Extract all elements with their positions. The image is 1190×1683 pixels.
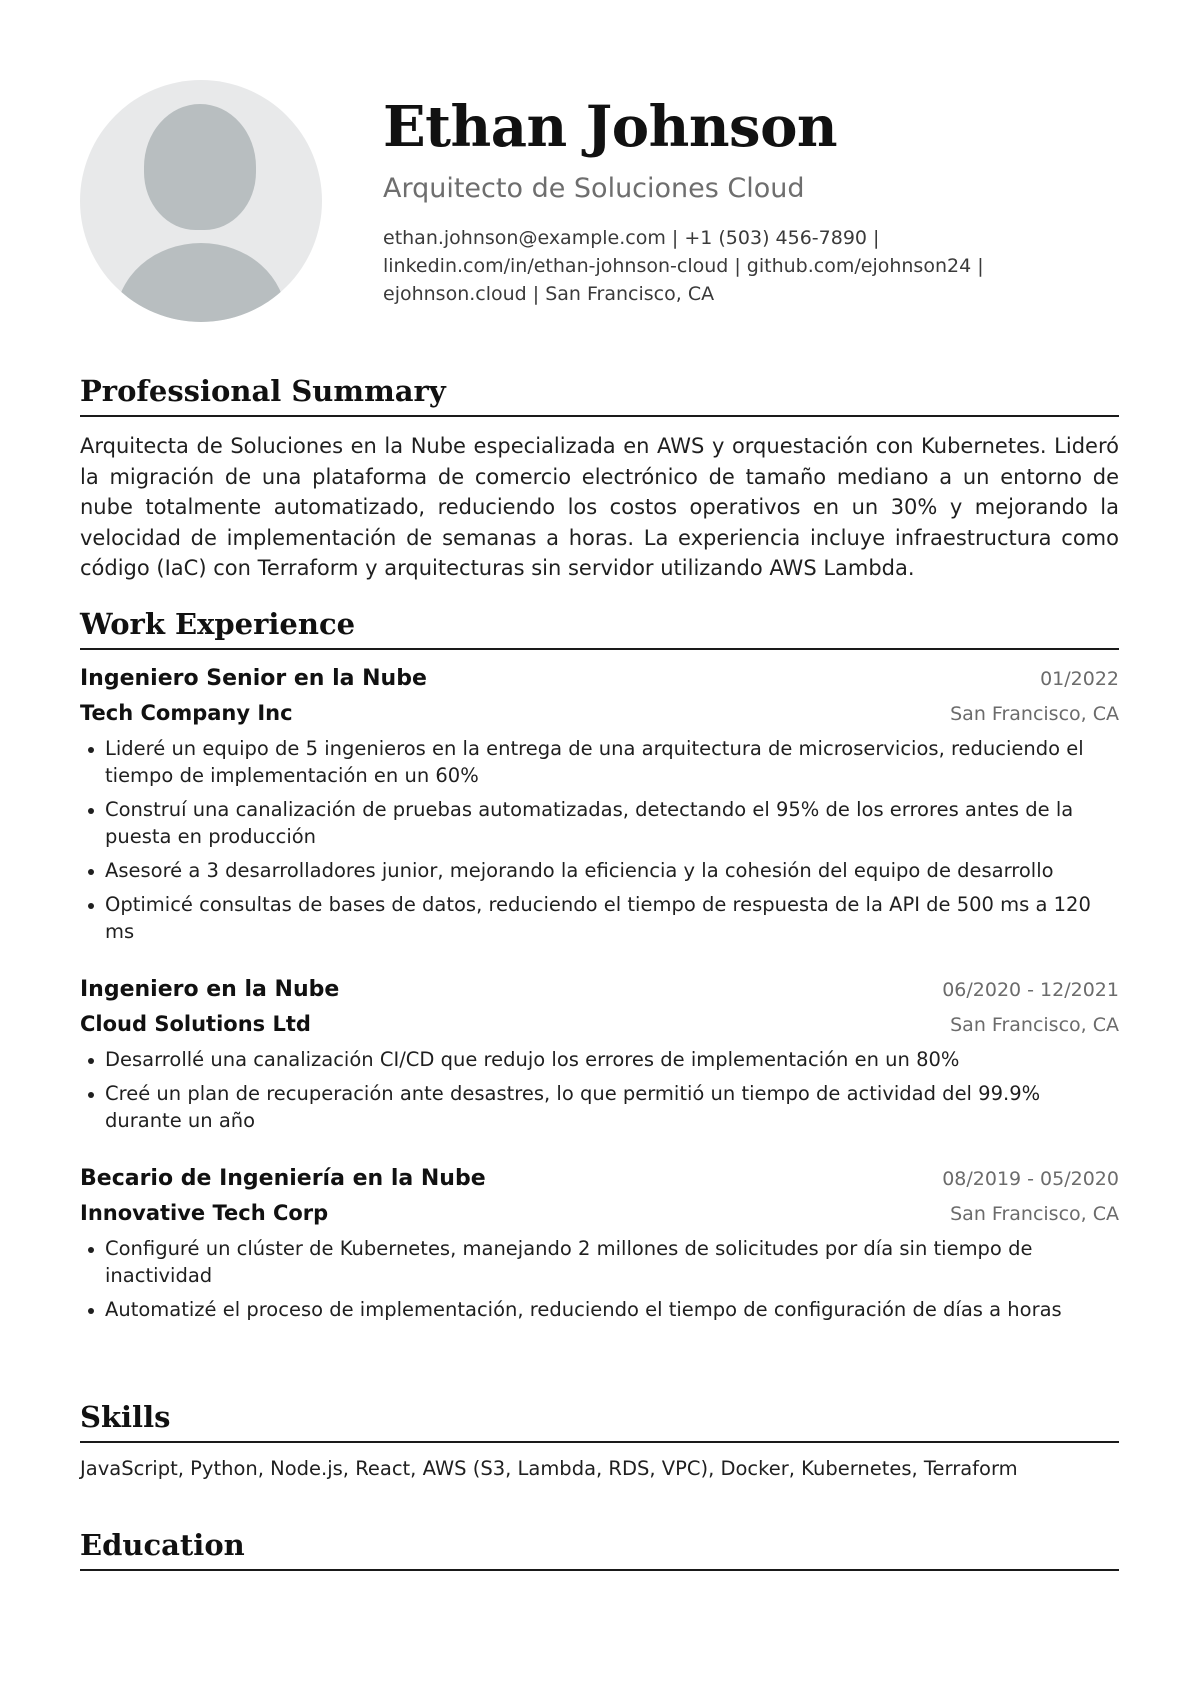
skills-section [80,1399,1119,1483]
resume-header [80,80,1119,325]
job-entry [80,662,1119,945]
job-date: 06/2020 - 12/2021 [942,979,1119,1001]
job-bullet: Creé un plan de recuperación ante desastres, lo que permitió un tiempo de actividad del 99.9% durante un año [80,1080,1119,1134]
job-bullet: Lideré un equipo de 5 ingenieros en la entrega de una arquitectura de microservicios, reduciendo el tiempo de implementación en un 60% [80,735,1119,789]
contact-info [383,224,1003,308]
job-bullet: Automatizé el proceso de implementación, reduciendo el tiempo de configuración de días a horas [80,1296,1119,1323]
experience-section [80,606,1119,1330]
job-bullets [80,1235,1119,1323]
section-title-experience: Work Experience [80,606,1119,650]
job-location: San Francisco, CA [950,703,1119,725]
section-title-education: Education [80,1527,1119,1571]
skills-list: JavaScript, Python, Node.js, React, AWS (S3, Lambda, RDS, VPC), Docker, Kubernetes, Terraform [80,1457,1018,1480]
job-company: Innovative Tech Corp [80,1201,329,1225]
section-title-summary: Professional Summary [80,373,1119,417]
avatar-body-shape [116,243,286,322]
job-bullet: Optimicé consultas de bases de datos, reduciendo el tiempo de respuesta de la API de 500 ms a 120 ms [80,891,1119,945]
job-bullet: Asesoré a 3 desarrolladores junior, mejorando la eficiencia y la cohesión del equipo de desarrollo [80,857,1119,884]
avatar-head-shape [144,104,256,230]
job-title: Ingeniero Senior en la Nube [80,666,427,691]
job-title: Becario de Ingeniería en la Nube [80,1166,486,1191]
contact-line: linkedin.com/in/ethan-johnson-cloud | github.com/ejohnson24 | [383,255,984,277]
job-bullet: Construí una canalización de pruebas automatizadas, detectando el 95% de los errores antes de la puesta en producción [80,796,1119,850]
job-location: San Francisco, CA [950,1203,1119,1225]
avatar-placeholder-icon [80,80,322,322]
job-entry [80,973,1119,1134]
summary-section [80,373,1119,584]
section-title-skills: Skills [80,1399,1119,1443]
summary-text: Arquitecta de Soluciones en la Nube especializada en AWS y orquestación con Kubernetes. Lideró la migración de una plataforma de comercio electrónico de tamaño mediano a un entorno de nube totalmente automatizado, reduciendo los costos operativos en un 30% y mejorando la velocidad de implementación de semanas a horas. La experiencia incluye infraestructura como código (IaC) con Terraform y arquitecturas sin servidor utilizando AWS Lambda. [80,434,1119,580]
header-text [383,94,1103,308]
job-title: Ingeniero en la Nube [80,977,340,1002]
job-date: 01/2022 [1040,668,1119,690]
job-company: Cloud Solutions Ltd [80,1012,311,1036]
candidate-name: Ethan Johnson [383,94,838,160]
candidate-role: Arquitecto de Soluciones Cloud [383,173,805,204]
job-date: 08/2019 - 05/2020 [942,1168,1119,1190]
contact-line: ethan.johnson@example.com | +1 (503) 456-7890 | [383,227,880,249]
job-bullets [80,1046,1119,1134]
job-bullets [80,735,1119,945]
job-bullet: Configuré un clúster de Kubernetes, manejando 2 millones de solicitudes por día sin tiempo de inactividad [80,1235,1119,1289]
job-entry [80,1162,1119,1323]
job-bullet: Desarrollé una canalización CI/CD que redujo los errores de implementación en un 80% [80,1046,1119,1073]
job-location: San Francisco, CA [950,1014,1119,1036]
education-section [80,1527,1119,1571]
job-company: Tech Company Inc [80,701,293,725]
contact-line: ejohnson.cloud | San Francisco, CA [383,283,715,305]
